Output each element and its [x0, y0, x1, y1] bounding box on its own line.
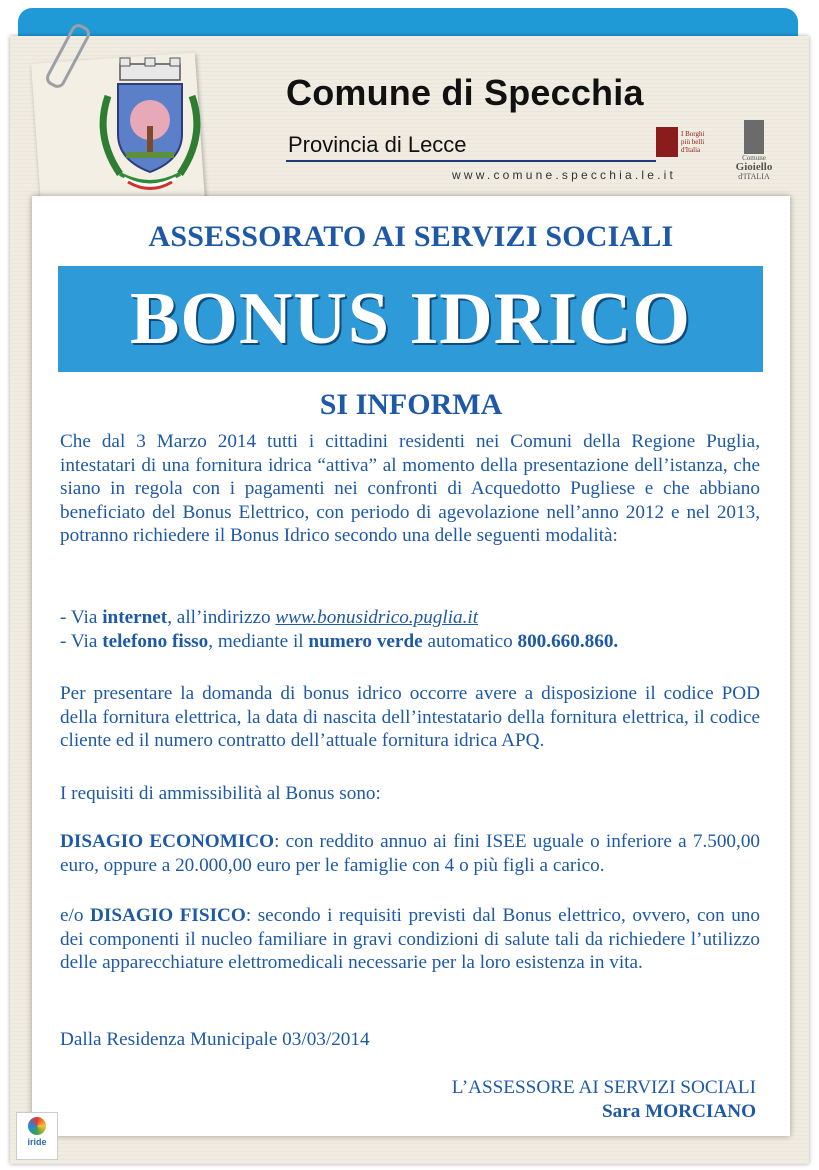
- date-line: Dalla Residenza Municipale 03/03/2014: [60, 1029, 370, 1050]
- comune-gioiello-logo: Comune Gioiello d'ITALIA: [724, 120, 784, 180]
- documents-paragraph: Per presentare la domanda di bonus idrico occorre avere a disposizione il codice POD della fornitura elettrica, la data di nascita dell’intestatario della fornitura elettrica, il codice cliente ed il numero contratto dell’attuale fornitura idrica APQ.: [60, 683, 760, 751]
- option-phone: - Via telefono fisso, mediante il numero verde automatico 800.660.860.: [60, 631, 619, 652]
- borghi-piu-belli-logo: [656, 124, 718, 160]
- intro-paragraph: Che dal 3 Marzo 2014 tutti i cittadini residenti nei Comuni della Regione Puglia, intestatari di una fornitura idrica “attiva” al momento della presentazione dell’istanza, che siano in regola con i pagamenti nei confronti di Acquedotto Pugliese e che abbiano beneficiato del Bonus Elettrico, con periodo di agevolazione nell’anno 2012 e nel 2013, potranno richiedere il Bonus Idrico secondo una delle seguenti modalità:: [60, 431, 760, 546]
- website-url[interactable]: www.comune.specchia.le.it: [452, 168, 677, 182]
- header-divider: [286, 160, 656, 162]
- toll-free-number: 800.660.860.: [517, 631, 619, 652]
- borghi-logo-text: I Borghi più belli d'Italia: [681, 130, 705, 154]
- coat-of-arms-icon: [90, 56, 210, 196]
- department-heading: ASSESSORATO AI SERVIZI SOCIALI: [148, 220, 674, 253]
- bonus-website-link[interactable]: www.bonusidrico.puglia.it: [275, 607, 479, 628]
- signature-role: L’ASSESSORE AI SERVIZI SOCIALI: [451, 1077, 756, 1098]
- municipality-title: Comune di Specchia: [286, 72, 644, 113]
- subheading: SI INFORMA: [319, 388, 503, 421]
- iride-logo: iride: [16, 1112, 58, 1160]
- page-title: BONUS IDRICO: [130, 278, 691, 360]
- option-internet: - Via internet, all’indirizzo www.bonusidrico.puglia.it: [60, 607, 479, 628]
- requirements-intro: I requisiti di ammissibilità al Bonus sono:: [60, 783, 381, 804]
- iride-icon: [28, 1117, 46, 1135]
- tower-icon: [744, 120, 764, 154]
- physical-requirement: e/o DISAGIO FISICO: secondo i requisiti previsti dal Bonus elettrico, ovvero, con uno dei componenti il nucleo familiare in gravi condizioni di salute tali da richiedere l’utilizzo delle apparecchiature elettromedicali necessarie per la loro esistenza in vita.: [60, 905, 760, 973]
- economic-requirement: DISAGIO ECONOMICO: con reddito annuo ai fini ISEE uguale o inferiore a 7.500,00 euro, oppure a 20.000,00 euro per le famiglie con 4 o più figli a carico.: [60, 831, 761, 876]
- signature-name: Sara MORCIANO: [601, 1101, 756, 1122]
- borghi-logo-icon: [656, 127, 678, 157]
- province-subtitle: Provincia di Lecce: [288, 132, 467, 157]
